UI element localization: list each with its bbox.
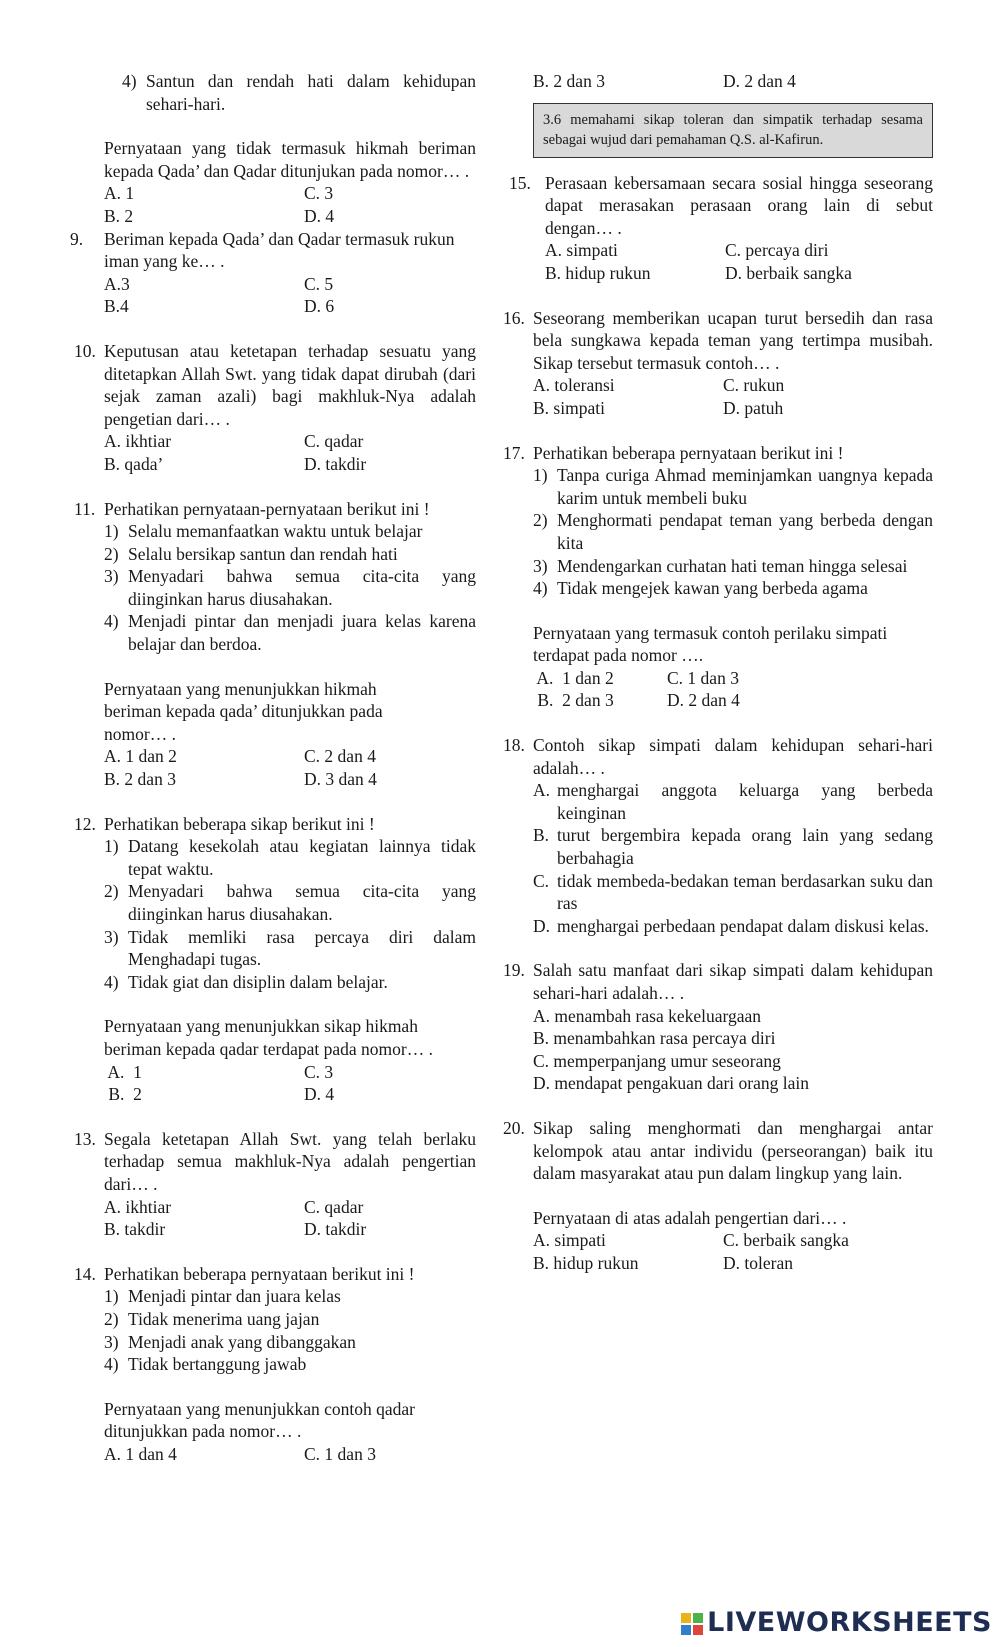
logo-square-icon xyxy=(693,1613,703,1623)
statement-list xyxy=(503,464,933,600)
question-statement: Pernyataan yang menunjukkan contoh qadar ditunjukkan pada nomor… . xyxy=(104,1398,416,1442)
item-number: 2) xyxy=(104,543,119,564)
option-d[interactable]: D. berbaik sangka xyxy=(725,262,852,283)
answer-options xyxy=(503,779,933,937)
option-a[interactable]: A. 1 dan 2 xyxy=(533,667,614,688)
item-number: 1) xyxy=(104,836,119,857)
option-d[interactable]: D. takdir xyxy=(304,453,367,474)
question-text: Perasaan kebersamaan secara sosial hingga seseorang dapat merasakan perasaan orang lain di sebut dengan… . xyxy=(545,172,933,238)
list-item xyxy=(104,835,476,880)
logo-square-icon xyxy=(693,1625,703,1635)
option-a[interactable]: A. simpati xyxy=(533,1230,606,1251)
statement-list xyxy=(74,835,476,993)
option-b[interactable]: B. hidup rukun xyxy=(533,1252,639,1273)
option-c[interactable]: C. 1 dan 3 xyxy=(304,1443,376,1464)
item-number: 3) xyxy=(533,555,548,576)
list-item xyxy=(104,543,476,566)
question-number: 13. xyxy=(74,1128,96,1149)
option-d[interactable]: D. takdir xyxy=(304,1219,367,1240)
option-a[interactable]: A.3 xyxy=(104,273,130,294)
item-number: 4) xyxy=(122,71,137,91)
list-item xyxy=(104,1285,476,1308)
item-number: 4) xyxy=(533,578,548,599)
option-c[interactable]: C. qadar xyxy=(304,1196,364,1217)
option-c[interactable] xyxy=(533,870,933,915)
option-c[interactable]: C. rukun xyxy=(723,375,785,396)
list-item xyxy=(104,1308,476,1331)
logo-text: LIVEWORKSHEETS xyxy=(707,1607,992,1639)
item-number: 2) xyxy=(533,510,548,531)
item-text: Selalu memanfaatkan waktu untuk belajar xyxy=(128,521,423,542)
liveworksheets-logo[interactable] xyxy=(681,1607,992,1639)
item-text: Tidak giat dan disiplin dalam belajar. xyxy=(128,971,388,992)
item-number: 3) xyxy=(104,566,119,587)
competency-box: 3.6 memahami sikap toleran dan simpatik terhadap sesama sebagai wujud dari pemahaman Q.S. al-Kafirun. xyxy=(533,103,933,158)
question-number: 16. xyxy=(503,307,525,328)
question-19 xyxy=(503,959,933,1095)
option-letter: D. xyxy=(533,915,551,936)
option-c[interactable]: C. percaya diri xyxy=(725,240,829,261)
question-number: 12. xyxy=(74,813,96,834)
option-a[interactable] xyxy=(533,779,933,824)
question-18 xyxy=(503,734,933,937)
question-8-continued xyxy=(74,70,476,228)
list-item xyxy=(533,464,933,509)
item-number: 1) xyxy=(533,465,548,486)
option-a[interactable]: A. menambah rasa kekeluargaan xyxy=(533,1005,762,1026)
statement-list xyxy=(74,1285,476,1375)
item-text: Menyadari bahwa semua cita-cita yang diinginkan harus diusahakan. xyxy=(128,881,476,924)
option-letter: A. xyxy=(533,780,551,801)
list-item xyxy=(533,509,933,554)
question-statement: Pernyataan yang tidak termasuk hikmah beriman kepada Qada’ dan Qadar ditunjukan pada nomor… . xyxy=(104,138,476,181)
item-text: Menjadi anak yang dibanggakan xyxy=(128,1331,356,1352)
question-text: Contoh sikap simpati dalam kehidupan sehari-hari adalah… . xyxy=(533,735,933,778)
option-c[interactable]: C. 1 dan 3 xyxy=(667,667,739,688)
question-number: 15. xyxy=(509,172,531,193)
question-17 xyxy=(503,442,933,713)
option-a[interactable]: A. simpati xyxy=(545,240,618,261)
option-c[interactable]: C. 3 xyxy=(304,1061,334,1082)
question-10 xyxy=(74,340,476,476)
right-column xyxy=(503,70,933,1297)
question-20 xyxy=(503,1117,933,1275)
option-a[interactable]: A. toleransi xyxy=(533,375,615,396)
question-number: 18. xyxy=(503,735,525,756)
question-text: Sikap saling menghormati dan menghargai antar kelompok atau antar individu (perseorangan) baik itu dalam masyarakat atau pun dalam lingkup yang lain. xyxy=(533,1117,933,1184)
list-item xyxy=(104,971,476,994)
statement-list xyxy=(74,520,476,656)
answer-options xyxy=(503,667,933,712)
answer-options xyxy=(74,430,476,475)
item-text: Menghormati pendapat teman yang berbeda dengan kita xyxy=(557,510,933,553)
answer-options xyxy=(503,374,933,419)
question-number: 9. xyxy=(70,228,84,249)
item-number: 1) xyxy=(104,521,119,542)
option-b[interactable]: B. takdir xyxy=(104,1219,166,1240)
option-b[interactable]: B. 2 dan 3 xyxy=(533,71,605,91)
item-text: Tidak menerima uang jajan xyxy=(128,1308,320,1329)
list-item xyxy=(104,926,476,971)
option-c[interactable]: C. 3 xyxy=(304,183,334,204)
item-text: Menjadi pintar dan juara kelas xyxy=(128,1286,341,1307)
question-text: Salah satu manfaat dari sikap simpati dalam kehidupan sehari-hari adalah… . xyxy=(533,960,933,1003)
item-text: Selalu bersikap santun dan rendah hati xyxy=(128,543,398,564)
question-text: Perhatikan beberapa sikap berikut ini ! xyxy=(104,813,375,834)
option-b[interactable]: B. 2 xyxy=(104,1084,142,1105)
option-d[interactable]: D. 6 xyxy=(304,296,335,317)
answer-options xyxy=(503,1005,933,1095)
item-text: Tidak memliki rasa percaya diri dalam Menghadapi tugas. xyxy=(128,926,476,970)
answer-options xyxy=(74,1196,476,1241)
item-text: Menjadi pintar dan menjadi juara kelas karena belajar dan berdoa. xyxy=(128,611,476,655)
question-text: Perhatikan beberapa pernyataan berikut ini ! xyxy=(533,442,844,463)
question-11 xyxy=(74,498,476,791)
option-d[interactable]: D. 4 xyxy=(304,205,335,226)
item-number: 2) xyxy=(104,1308,119,1329)
option-d[interactable] xyxy=(533,915,933,938)
item-text: Santun dan rendah hati dalam kehidupan sehari-hari. xyxy=(146,71,476,114)
option-a[interactable]: A. ikhtiar xyxy=(104,1196,172,1217)
item-text: Tidak bertanggung jawab xyxy=(128,1354,307,1375)
answer-options xyxy=(74,273,476,318)
item-text: Tanpa curiga Ahmad meminjamkan uangnya kepada karim untuk membeli buku xyxy=(557,465,933,508)
question-number: 20. xyxy=(503,1117,525,1138)
list-item xyxy=(104,565,476,610)
item-text: Tidak mengejek kawan yang berbeda agama xyxy=(557,578,868,599)
answer-options xyxy=(74,1443,476,1466)
option-d[interactable]: D. 2 dan 4 xyxy=(723,71,796,91)
answer-options xyxy=(74,745,476,790)
question-16 xyxy=(503,307,933,420)
answer-options xyxy=(74,1061,476,1106)
item-number: 1) xyxy=(104,1286,119,1307)
option-a[interactable]: A. ikhtiar xyxy=(104,431,172,452)
question-number: 11. xyxy=(74,498,96,519)
option-c[interactable]: C. memperpanjang umur seseorang xyxy=(533,1050,781,1071)
option-d[interactable]: D. 3 dan 4 xyxy=(304,769,377,790)
option-c[interactable]: C. 5 xyxy=(304,273,334,294)
list-item xyxy=(104,1353,476,1376)
option-b[interactable] xyxy=(533,824,933,869)
question-text: Beriman kepada Qada’ dan Qadar termasuk rukun iman yang ke… . xyxy=(104,228,455,272)
option-d[interactable]: D. 2 dan 4 xyxy=(667,690,740,711)
option-c[interactable]: C. qadar xyxy=(304,431,364,452)
option-b[interactable]: B. 2 dan 3 xyxy=(104,769,176,790)
option-b[interactable]: B. 2 dan 3 xyxy=(533,690,614,711)
option-d[interactable]: D. patuh xyxy=(723,397,784,418)
question-12 xyxy=(74,813,476,1106)
option-a[interactable]: A. 1 xyxy=(104,183,135,204)
option-b[interactable]: B.4 xyxy=(104,296,129,317)
question-14 xyxy=(74,1263,476,1466)
question-statement: Pernyataan di atas adalah pengertian dari… . xyxy=(533,1207,847,1228)
option-c[interactable]: C. 2 dan 4 xyxy=(304,746,376,767)
list-item xyxy=(74,70,476,115)
list-item xyxy=(104,1331,476,1354)
question-number: 19. xyxy=(503,960,525,981)
question-number: 10. xyxy=(74,340,96,361)
question-statement: Pernyataan yang menunjukkan hikmah beriman kepada qada’ ditunjukkan pada nomor… . xyxy=(104,678,383,744)
answer-options xyxy=(503,1229,933,1274)
question-text: Perhatikan beberapa pernyataan berikut ini ! xyxy=(104,1263,415,1284)
option-d[interactable]: D. mendapat pengakuan dari orang lain xyxy=(533,1073,810,1094)
question-text: Seseorang memberikan ucapan turut bersedih dan rasa bela sungkawa kepada teman yang tertimpa musibah. Sikap tersebut termasuk contoh… . xyxy=(533,307,933,373)
question-13 xyxy=(74,1128,476,1241)
option-b[interactable]: B. menambahkan rasa percaya diri xyxy=(533,1028,776,1049)
question-text: Keputusan atau ketetapan terhadap sesuatu yang ditetapkan Allah Swt. yang tidak dapat dirubah (dari sejak zaman azali) bagi makhluk-Nya adalah pengetian dari… . xyxy=(104,340,476,429)
list-item xyxy=(533,577,933,600)
list-item xyxy=(104,880,476,925)
item-text: Datang kesekolah atau kegiatan lainnya tidak tepat waktu. xyxy=(128,836,476,879)
list-item xyxy=(533,555,933,578)
item-number: 4) xyxy=(104,971,119,992)
question-text: Segala ketetapan Allah Swt. yang telah berlaku terhadap semua makhluk-Nya adalah pengertian dari… . xyxy=(104,1128,476,1194)
question-9 xyxy=(70,228,476,318)
question-number: 14. xyxy=(74,1263,96,1284)
item-number: 2) xyxy=(104,881,119,902)
answer-options xyxy=(509,239,933,284)
option-b[interactable]: B. qada’ xyxy=(104,453,164,474)
liveworksheets-logo-icon xyxy=(681,1613,703,1635)
option-text: tidak membeda-bedakan teman berdasarkan suku dan ras xyxy=(557,870,933,914)
item-text: Menyadari bahwa semua cita-cita yang diinginkan harus diusahakan. xyxy=(128,566,476,609)
option-text: turut bergembira kepada orang lain yang sedang berbahagia xyxy=(557,825,933,869)
option-text: menghargai anggota keluarga yang berbeda keinginan xyxy=(557,780,933,823)
answer-options xyxy=(74,182,476,227)
option-a[interactable]: A. 1 dan 2 xyxy=(104,746,177,767)
question-statement: Pernyataan yang menunjukkan sikap hikmah beriman kepada qadar terdapat pada nomor… . xyxy=(104,1016,433,1059)
item-number: 3) xyxy=(104,926,119,947)
logo-square-icon xyxy=(681,1625,691,1635)
question-text: Perhatikan pernyataan-pernyataan berikut ini ! xyxy=(104,498,430,519)
item-number: 3) xyxy=(104,1331,119,1352)
list-item xyxy=(104,610,476,655)
option-b[interactable]: B. simpati xyxy=(533,397,605,418)
question-15 xyxy=(509,172,933,285)
option-a[interactable]: A. 1 xyxy=(104,1061,142,1082)
question-number: 17. xyxy=(503,442,525,463)
option-text: menghargai perbedaan pendapat dalam diskusi kelas. xyxy=(557,915,929,936)
question-14-options-continued xyxy=(533,70,933,93)
list-item xyxy=(104,520,476,543)
option-b[interactable]: B. hidup rukun xyxy=(545,262,651,283)
option-a[interactable]: A. 1 dan 4 xyxy=(104,1443,177,1464)
option-d[interactable]: D. toleran xyxy=(723,1252,793,1273)
question-statement: Pernyataan yang termasuk contoh perilaku simpati terdapat pada nomor …. xyxy=(533,622,888,666)
item-number: 4) xyxy=(104,611,119,632)
logo-square-icon xyxy=(681,1613,691,1623)
option-c[interactable]: C. berbaik sangka xyxy=(723,1230,849,1251)
left-column xyxy=(70,70,476,1487)
item-text: Mendengarkan curhatan hati teman hingga selesai xyxy=(557,555,908,576)
option-letter: C. xyxy=(533,870,550,891)
item-number: 4) xyxy=(104,1354,119,1375)
option-d[interactable]: D. 4 xyxy=(304,1084,335,1105)
option-b[interactable]: B. 2 xyxy=(104,205,134,226)
option-letter: B. xyxy=(533,825,550,846)
